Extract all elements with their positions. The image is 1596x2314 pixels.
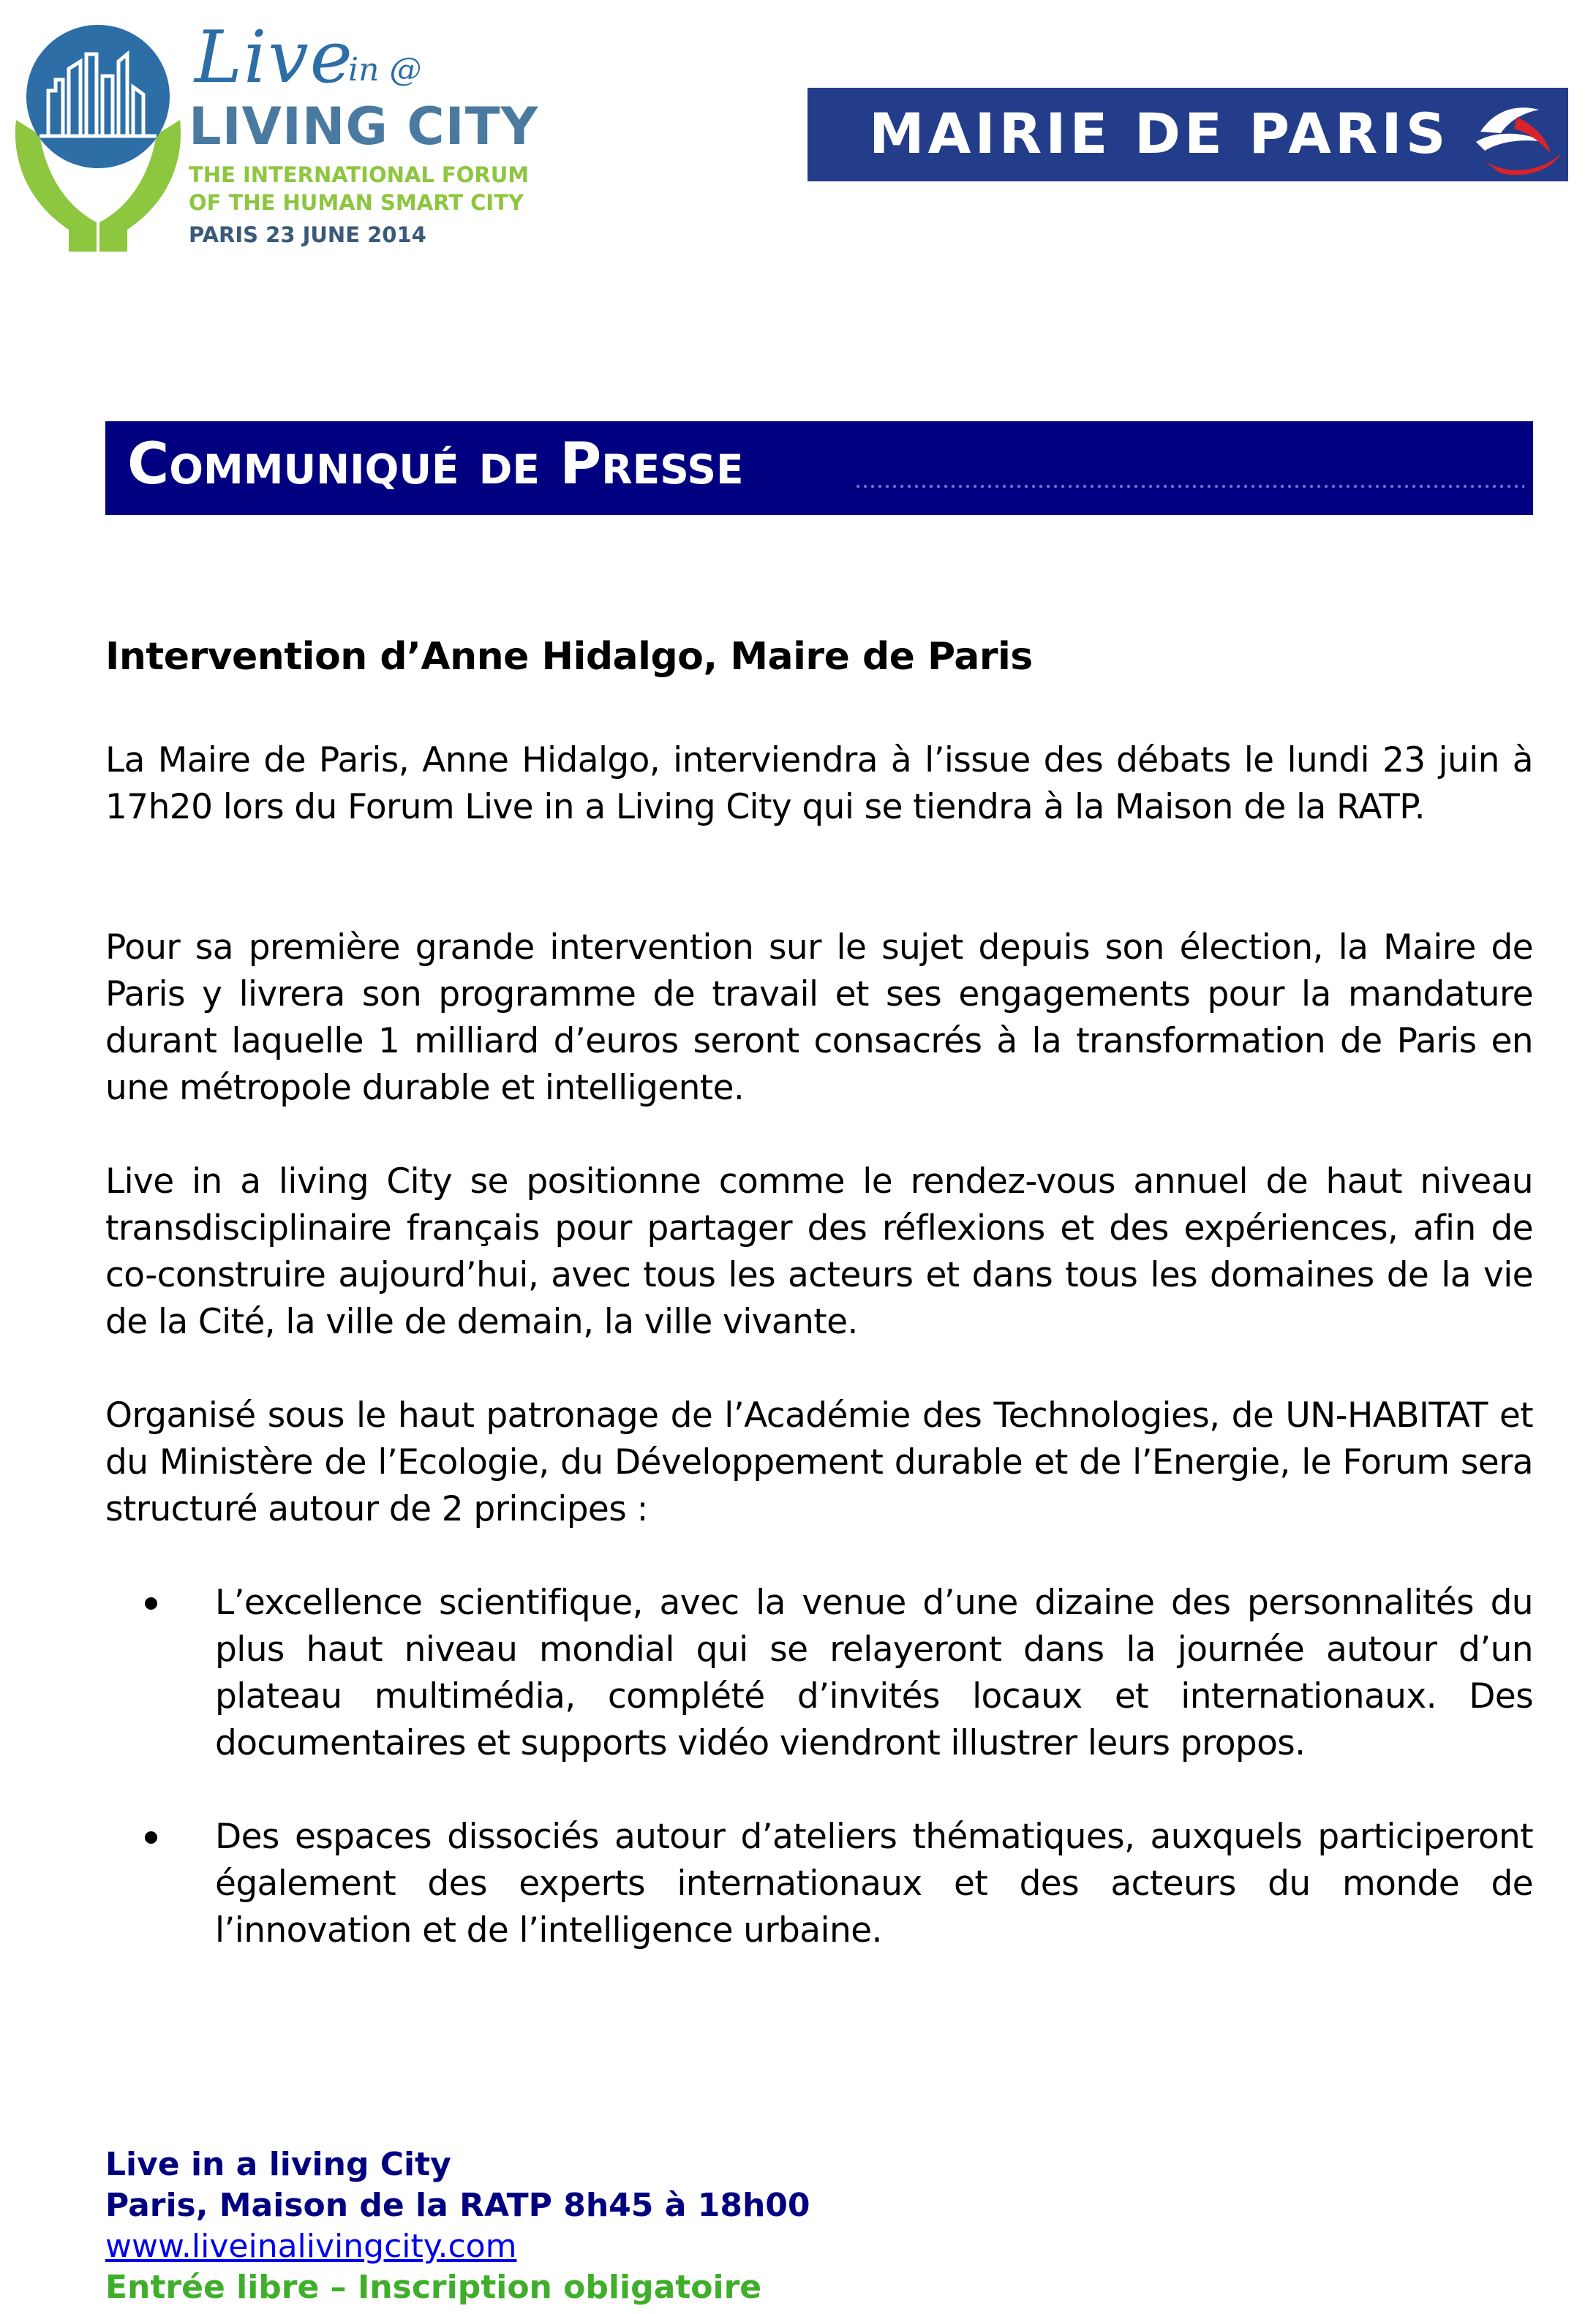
- logo-living-city-text: LIVING CITY: [189, 97, 539, 157]
- mairie-de-paris-logo: [808, 88, 1568, 181]
- mairie-logo-text: MAIRIE DE PARIS: [869, 101, 1450, 166]
- footer-website-link[interactable]: www.liveinalivingcity.com: [105, 2228, 517, 2265]
- live-in-a-living-city-logo: [10, 10, 539, 266]
- banner-title: Communiqué de Presse: [127, 431, 744, 497]
- footer-venue-time: Paris, Maison de la RATP 8h45 à 18h00: [105, 2187, 810, 2224]
- press-release-banner: [105, 421, 1533, 515]
- paragraph-2: Pour sa première grande intervention sur le sujet depuis son élection, la Maire de Paris y livrera son programme de travail et ses engagements pour la mandature durant laquelle 1 milliard d’euros seront consacrés à la transformation de Paris en une métropole durable et intelligente.: [105, 927, 1533, 1108]
- city-hands-icon: [10, 10, 193, 259]
- paragraph-4: Organisé sous le haut patronage de l’Académie des Technologies, de UN-HABITAT et du Ministère de l’Ecologie, du Développement durable et de l’Energie, le Forum sera structuré autour de 2 principes :: [105, 1395, 1533, 1529]
- logo-subtitle-line2: OF THE HUMAN SMART CITY: [189, 190, 524, 215]
- logo-date-text: PARIS 23 JUNE 2014: [189, 222, 426, 247]
- logo-in-at-text: in @: [348, 51, 422, 88]
- bullet-item-2: [215, 1814, 1533, 1954]
- banner-dotted-rule: [854, 484, 1524, 489]
- bullet-item-1: [215, 1580, 1533, 1767]
- article-heading: Intervention d’Anne Hidalgo, Maire de Paris: [105, 635, 1033, 679]
- logo-live-text: Live: [195, 16, 354, 99]
- footer-registration-note: Entrée libre – Inscription obligatoire: [105, 2269, 762, 2306]
- bullet-text-2: Des espaces dissociés autour d’ateliers thématiques, auxquels participeront également des experts internationaux et des acteurs du monde de l’innovation et de l’intelligence urbaine.: [215, 1817, 1533, 1951]
- paragraph-1: La Maire de Paris, Anne Hidalgo, interviendra à l’issue des débats le lundi 23 juin à 17h20 lors du Forum Live in a Living City qui se tiendra à la Maison de la RATP.: [105, 740, 1533, 827]
- footer-event-name: Live in a living City: [105, 2146, 451, 2183]
- logo-subtitle-line1: THE INTERNATIONAL FORUM: [189, 162, 530, 187]
- paris-ship-icon: [1466, 88, 1568, 181]
- bullet-dot-icon: [145, 1831, 157, 1844]
- bullet-dot-icon: [145, 1597, 157, 1610]
- bullet-text-1: L’excellence scientifique, avec la venue d’une dizaine des personnalités du plus haut niveau mondial qui se relayeront dans la journée autour d’un plateau multimédia, complété d’invités locaux et internationaux. Des documentaires et supports vidéo viendront illustrer leurs propos.: [215, 1583, 1533, 1763]
- paragraph-3: Live in a living City se positionne comme le rendez-vous annuel de haut niveau transdisciplinaire français pour partager des réflexions et des expériences, afin de co-construire aujourd’hui, avec tous les acteurs et dans tous les domaines de la vie de la Cité, la ville de demain, la ville vivante.: [105, 1161, 1533, 1342]
